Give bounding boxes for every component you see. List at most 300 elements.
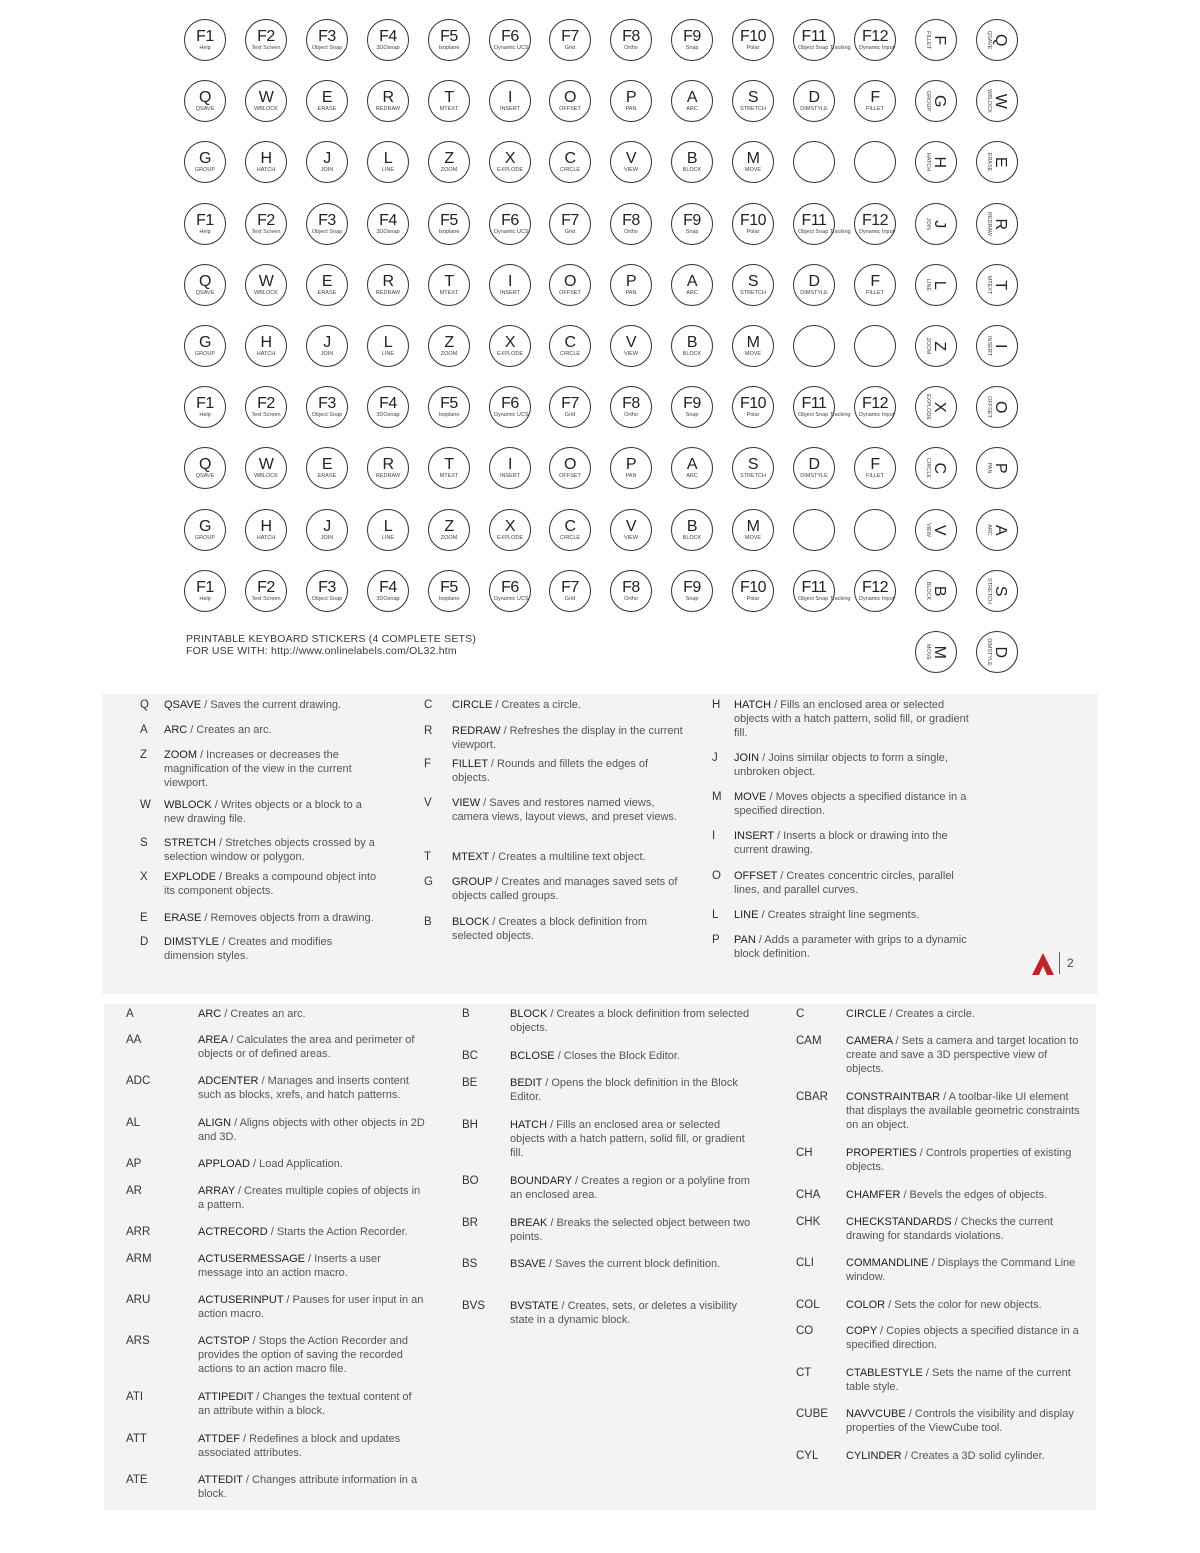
sticker-command: VIEW	[925, 522, 931, 537]
sticker-f1	[184, 570, 226, 612]
shortcut-key: L	[712, 909, 719, 921]
sticker-command: Object Snap	[311, 228, 343, 235]
sticker-m	[732, 325, 774, 367]
sticker-letter: F9	[683, 211, 701, 229]
command-description: / Redefines a block and updates associated attributes.	[198, 1433, 401, 1459]
command-name: STRETCH	[164, 837, 216, 849]
shortcut-key: C	[424, 699, 433, 711]
sticker-letter: W	[992, 93, 1009, 109]
side-sticker-e	[976, 141, 1018, 183]
command-description: / Changes attribute information in a block.	[198, 1474, 418, 1500]
sticker-g	[184, 325, 226, 367]
sticker-q	[184, 264, 226, 306]
sticker-command: HATCH	[925, 153, 931, 172]
sticker-letter: F11	[801, 211, 827, 229]
sticker-z	[428, 509, 470, 551]
sticker-letter: F9	[683, 578, 701, 596]
sticker-m	[732, 141, 774, 183]
sticker-letter: E	[321, 89, 333, 107]
sticker-s	[732, 447, 774, 489]
sticker-f10	[732, 386, 774, 428]
sticker-command: HATCH	[256, 167, 276, 174]
sticker-command: MOVE	[925, 643, 931, 661]
command-description: / Creates an arc.	[221, 1008, 306, 1020]
sticker-command: Isoplane	[438, 412, 460, 419]
sticker-o	[549, 447, 591, 489]
sticker-letter: F1	[196, 28, 214, 45]
sticker-q	[184, 447, 226, 489]
sticker-letter: Z	[444, 334, 454, 351]
shortcut-key: CO	[796, 1325, 814, 1337]
sticker-command: ZOOM	[440, 534, 458, 541]
sticker-letter: F10	[739, 395, 767, 413]
sticker-letter: D	[992, 646, 1009, 658]
side-sticker-s	[976, 570, 1018, 612]
shortcut-key: ARM	[126, 1253, 152, 1265]
sticker-letter: V	[625, 150, 637, 168]
sticker-letter: F8	[622, 28, 640, 45]
blank-sticker	[854, 141, 896, 183]
command-name: ADCENTER	[198, 1075, 259, 1087]
command-name: ARC	[164, 724, 188, 736]
sticker-command: BLOCK	[682, 534, 702, 541]
shortcut-key: BS	[462, 1258, 478, 1270]
shortcut-key: Q	[140, 699, 149, 711]
sticker-letter: C	[931, 462, 948, 474]
sticker-letter: F11	[801, 28, 827, 45]
command-name: ACTSTOP	[198, 1335, 250, 1347]
sticker-letter: F1	[196, 395, 214, 413]
side-sticker-q	[976, 19, 1018, 61]
sticker-letter: D	[808, 89, 820, 107]
sticker-f3	[306, 203, 348, 245]
shortcut-key: E	[140, 912, 148, 924]
side-sticker-d	[976, 631, 1018, 673]
command-name: INSERT	[734, 830, 774, 842]
sticker-f7	[549, 386, 591, 428]
page-number: 2	[1067, 956, 1074, 970]
shortcut-key: AP	[126, 1158, 142, 1170]
sticker-letter: C	[564, 150, 576, 168]
sticker-f12	[854, 570, 896, 612]
command-description: / Creates a region or a polyline from an enclosed area.	[510, 1175, 750, 1201]
sticker-f4	[367, 203, 409, 245]
sticker-letter: V	[625, 517, 637, 535]
shortcut-key: ATI	[126, 1391, 144, 1403]
shortcut-key: Z	[140, 749, 148, 761]
sticker-letter: B	[686, 150, 698, 168]
sticker-letter: C	[564, 517, 576, 535]
sticker-o	[549, 264, 591, 306]
sticker-command: ZOOM	[440, 351, 458, 357]
sticker-f6	[489, 386, 531, 428]
sticker-command: STRETCH	[740, 473, 766, 480]
sticker-command: 3DOsnap	[376, 228, 400, 235]
sticker-t	[428, 264, 470, 306]
shortcut-key: B	[424, 916, 432, 928]
sticker-l	[367, 141, 409, 183]
sticker-z	[428, 325, 470, 367]
sticker-letter: P	[625, 89, 637, 107]
sticker-command: ERASE	[317, 106, 337, 113]
sticker-command: INSERT	[499, 473, 521, 480]
sticker-letter: E	[321, 456, 333, 474]
command-name: JOIN	[734, 752, 760, 764]
sticker-command: Dynamic Input	[859, 595, 895, 602]
sticker-command: REDRAW	[375, 106, 401, 113]
sticker-command: Text Screen	[251, 595, 281, 602]
sticker-letter: F1	[196, 578, 214, 596]
side-sticker-h	[915, 141, 957, 183]
sticker-letter: A	[686, 272, 698, 290]
shortcut-key: ATT	[126, 1433, 147, 1445]
sticker-r	[367, 447, 409, 489]
sticker-letter: O	[564, 89, 576, 107]
sticker-w	[245, 80, 287, 122]
sticker-letter: M	[746, 150, 760, 168]
command-description: / Copies objects a specified distance in a specified direction.	[846, 1325, 1079, 1351]
sticker-t	[428, 447, 470, 489]
sticker-letter: R	[992, 218, 1009, 230]
sticker-command: Object Snap	[311, 412, 343, 419]
sticker-letter: F6	[501, 578, 519, 596]
sticker-command: ARC	[686, 289, 698, 296]
sticker-command: Dynamic UCS	[494, 45, 529, 51]
sticker-f6	[489, 19, 531, 61]
shortcut-key: W	[140, 799, 151, 811]
command-name: APPLOAD	[198, 1158, 250, 1170]
sticker-command: LINE	[925, 278, 931, 291]
sticker-r	[367, 80, 409, 122]
sticker-f11	[793, 386, 851, 428]
sticker-f11	[793, 570, 851, 612]
sticker-letter: M	[746, 517, 760, 535]
sticker-letter: O	[992, 401, 1009, 414]
sticker-letter: I	[508, 272, 512, 290]
shortcut-key: H	[712, 699, 721, 711]
command-description: / Creates a 3D solid cylinder.	[901, 1450, 1045, 1462]
shortcut-key: BH	[462, 1119, 478, 1131]
sticker-j	[306, 509, 348, 551]
sticker-command: Snap	[685, 412, 699, 419]
side-sticker-z	[915, 325, 957, 367]
sticker-f	[854, 447, 896, 489]
sticker-command: LINE	[381, 534, 395, 541]
sticker-letter: X	[504, 334, 516, 351]
command-name: AREA	[198, 1034, 228, 1046]
sticker-letter: F4	[379, 395, 397, 413]
page-separator	[1059, 952, 1060, 974]
sticker-letter: F3	[318, 578, 336, 596]
sticker-j	[306, 325, 348, 367]
sticker-letter: F12	[861, 211, 889, 229]
shortcut-key: BR	[462, 1217, 478, 1229]
command-description: / Writes objects or a block to a new drawing file.	[164, 799, 362, 825]
sticker-command: Isoplane	[438, 595, 460, 602]
sticker-s	[732, 264, 774, 306]
command-description: / Increases or decreases the magnification of the view in the current viewport.	[164, 749, 352, 789]
sticker-command: ARC	[686, 473, 698, 480]
command-name: ACTUSERINPUT	[198, 1294, 284, 1306]
sticker-letter: G	[199, 334, 211, 351]
sticker-letter: E	[321, 272, 333, 290]
sticker-command: Polar	[746, 228, 760, 235]
sticker-command: LINE	[381, 167, 395, 174]
sticker-letter: F2	[257, 28, 275, 45]
sticker-command: REDRAW	[375, 473, 401, 480]
shortcut-key: CBAR	[796, 1091, 828, 1103]
sticker-command: EXPLODE	[497, 534, 523, 541]
command-description: / Refreshes the display in the current viewport.	[452, 725, 683, 751]
command-name: CONSTRAINTBAR	[846, 1091, 941, 1103]
command-description: / Creates an arc.	[187, 724, 272, 736]
sticker-letter: R	[382, 89, 394, 107]
sticker-command: Dynamic UCS	[494, 228, 529, 235]
sticker-f7	[549, 19, 591, 61]
autocad-logo-icon	[1031, 952, 1055, 976]
shortcut-key: BVS	[462, 1300, 486, 1312]
command-name: CIRCLE	[452, 699, 493, 711]
sticker-letter: F11	[801, 578, 827, 596]
caption-line-1: PRINTABLE KEYBOARD STICKERS (4 COMPLETE SETS)	[186, 633, 477, 645]
command-name: BVSTATE	[510, 1300, 559, 1312]
sticker-letter: Z	[444, 150, 454, 168]
sticker-letter: F	[870, 272, 880, 290]
command-name: HATCH	[510, 1119, 548, 1131]
command-name: BOUNDARY	[510, 1175, 572, 1187]
sticker-e	[306, 264, 348, 306]
sticker-letter: W	[258, 272, 274, 290]
sticker-letter: B	[686, 517, 698, 535]
command-name: ERASE	[164, 912, 202, 924]
sticker-a	[671, 80, 713, 122]
sticker-command: VIEW	[623, 534, 639, 541]
sticker-command: ERASE	[317, 289, 337, 296]
side-sticker-o	[976, 386, 1018, 428]
sticker-p	[610, 264, 652, 306]
sticker-letter: F12	[861, 578, 889, 596]
sticker-command: STRETCH	[740, 289, 766, 296]
command-description: / Creates a multiline text object.	[489, 851, 646, 863]
sticker-letter: J	[323, 334, 331, 351]
command-description: / Adds a parameter with grips to a dynamic block definition.	[734, 934, 967, 960]
sticker-command: OFFSET	[559, 473, 581, 480]
shortcut-key: BE	[462, 1077, 478, 1089]
sticker-command: 3DOsnap	[376, 45, 400, 51]
shortcut-key: B	[462, 1008, 470, 1020]
command-name: CIRCLE	[846, 1008, 887, 1020]
sticker-command: JOIN	[320, 351, 334, 357]
side-sticker-a	[976, 509, 1018, 551]
sticker-letter: F	[931, 35, 948, 45]
sticker-letter: J	[323, 517, 331, 535]
sticker-letter: I	[992, 344, 1009, 348]
sticker-command: MOVE	[744, 351, 762, 357]
sticker-command: VIEW	[623, 351, 639, 357]
sticker-command: BLOCK	[682, 167, 702, 174]
command-name: ATTIPEDIT	[198, 1391, 254, 1403]
command-name: MTEXT	[452, 851, 490, 863]
sticker-letter: F4	[379, 211, 397, 229]
sticker-command: DIMSTYLE	[986, 638, 992, 666]
sticker-i	[489, 447, 531, 489]
sticker-letter: W	[258, 456, 274, 474]
sticker-command: MOVE	[744, 167, 762, 174]
command-description: / Saves the current block definition.	[545, 1258, 721, 1270]
sticker-letter: D	[808, 272, 820, 290]
sticker-command: CIRCLE	[559, 351, 581, 357]
sticker-command: Ortho	[624, 45, 638, 51]
sticker-letter: Q	[199, 456, 211, 474]
sticker-command: Polar	[746, 595, 760, 602]
sticker-letter: F7	[561, 578, 579, 596]
sticker-letter: F3	[318, 211, 336, 229]
sticker-letter: F7	[561, 395, 579, 413]
shortcut-key: V	[424, 797, 432, 809]
command-name: BLOCK	[452, 916, 490, 928]
command-name: ARRAY	[198, 1185, 235, 1197]
sticker-command: Grid	[564, 412, 576, 419]
command-description: / Creates a block definition from selected objects.	[510, 1008, 750, 1034]
sticker-command: QSAVE	[986, 30, 992, 50]
sticker-f2	[245, 203, 287, 245]
command-name: LINE	[734, 909, 759, 921]
sticker-command: Object Snap Tracking	[798, 595, 851, 602]
sticker-command: Object Snap Tracking	[798, 45, 851, 51]
blank-sticker	[793, 325, 835, 367]
sticker-command: OFFSET	[559, 106, 581, 113]
sticker-f8	[610, 570, 652, 612]
sticker-letter: M	[746, 334, 760, 351]
sticker-letter: S	[747, 89, 759, 107]
sticker-p	[610, 80, 652, 122]
sticker-command: WBLOCK	[254, 289, 278, 296]
sticker-letter: P	[625, 272, 637, 290]
sticker-letter: L	[931, 280, 948, 289]
sticker-command: Ortho	[624, 412, 638, 419]
side-sticker-j	[915, 203, 957, 245]
sticker-command: Ortho	[624, 228, 638, 235]
sticker-command: Isoplane	[438, 45, 460, 51]
command-description: / Fills an enclosed area or selected objects with a hatch pattern, solid fill, or gradient fill.	[510, 1119, 745, 1159]
command-name: FILLET	[452, 758, 488, 770]
sticker-f	[854, 264, 896, 306]
shortcut-key: F	[424, 758, 432, 770]
side-sticker-w	[976, 80, 1018, 122]
command-description: / Moves objects a specified distance in a specified direction.	[734, 791, 967, 817]
sticker-letter: X	[504, 150, 516, 168]
sticker-command: OFFSET	[986, 396, 992, 419]
sticker-command: ZOOM	[925, 337, 931, 355]
command-name: REDRAW	[452, 725, 501, 737]
command-name: BSAVE	[510, 1258, 546, 1270]
sticker-command: Snap	[685, 45, 699, 51]
side-sticker-g	[915, 80, 957, 122]
sticker-p	[610, 447, 652, 489]
sticker-command: CIRCLE	[559, 167, 581, 174]
command-name: MOVE	[734, 791, 767, 803]
shortcut-key: R	[424, 725, 433, 737]
shortcut-key: ATE	[126, 1474, 148, 1486]
command-name: ACTRECORD	[198, 1226, 268, 1238]
sticker-letter: H	[260, 334, 272, 351]
sticker-letter: A	[992, 524, 1009, 535]
sticker-command: GROUP	[194, 351, 216, 357]
sticker-command: CIRCLE	[559, 534, 581, 541]
sticker-f4	[367, 386, 409, 428]
command-name: BREAK	[510, 1217, 548, 1229]
sticker-v	[610, 509, 652, 551]
sticker-command: INSERT	[499, 289, 521, 296]
sticker-command: Snap	[685, 595, 699, 602]
command-description: / Checks the current drawing for standards violations.	[846, 1216, 1054, 1242]
shortcut-key: A	[126, 1008, 134, 1020]
command-description: / Bevels the edges of objects.	[900, 1189, 1048, 1201]
sticker-letter: F10	[739, 211, 767, 229]
sticker-command: JOIN	[320, 534, 334, 541]
command-description: / Inserts a user message into an action macro.	[198, 1253, 381, 1279]
sticker-w	[245, 447, 287, 489]
sticker-f10	[732, 19, 774, 61]
sticker-x	[489, 141, 531, 183]
sticker-command: GROUP	[925, 91, 931, 112]
sticker-command: Grid	[564, 45, 576, 51]
sticker-command: Grid	[564, 595, 576, 602]
sticker-letter: I	[508, 456, 512, 474]
sticker-f9	[671, 386, 713, 428]
sticker-letter: E	[992, 157, 1009, 168]
command-name: ALIGN	[198, 1117, 232, 1129]
sticker-letter: B	[686, 334, 698, 351]
command-description: / Sets a camera and target location to create and save a 3D perspective view of objects.	[846, 1035, 1079, 1075]
sticker-letter: F	[870, 89, 880, 107]
sticker-command: STRETCH	[986, 577, 992, 604]
sticker-letter: F6	[501, 395, 519, 413]
sticker-command: Dynamic Input	[859, 228, 895, 235]
sticker-letter: J	[931, 219, 948, 228]
sticker-letter: V	[625, 334, 637, 351]
command-name: COMMANDLINE	[846, 1257, 929, 1269]
command-name: BLOCK	[510, 1008, 548, 1020]
sticker-letter: X	[931, 402, 948, 413]
command-name: GROUP	[452, 876, 493, 888]
sticker-letter: Q	[992, 34, 1009, 46]
sticker-command: QSAVE	[195, 289, 215, 296]
sticker-command: FILLET	[865, 289, 885, 296]
shortcut-key: O	[712, 870, 721, 882]
sticker-letter: A	[686, 456, 698, 474]
sticker-f1	[184, 203, 226, 245]
command-description: / Creates and modifies dimension styles.	[164, 936, 333, 962]
sticker-letter: P	[992, 463, 1009, 474]
sticker-command: JOIN	[925, 217, 931, 230]
side-sticker-v	[915, 509, 957, 551]
sticker-b	[671, 509, 713, 551]
shortcut-key: ADC	[126, 1075, 151, 1087]
sticker-letter: L	[383, 517, 393, 535]
sticker-d	[793, 264, 835, 306]
shortcut-key: CUBE	[796, 1408, 828, 1420]
command-description: / Rounds and fillets the edges of objects.	[452, 758, 649, 784]
shortcut-key: ARS	[126, 1335, 150, 1347]
sticker-c	[549, 509, 591, 551]
command-description: / Closes the Block Editor.	[554, 1050, 680, 1062]
sticker-letter: O	[564, 456, 576, 474]
blank-sticker	[793, 141, 835, 183]
sticker-i	[489, 80, 531, 122]
sticker-x	[489, 509, 531, 551]
sticker-letter: Z	[931, 341, 948, 351]
